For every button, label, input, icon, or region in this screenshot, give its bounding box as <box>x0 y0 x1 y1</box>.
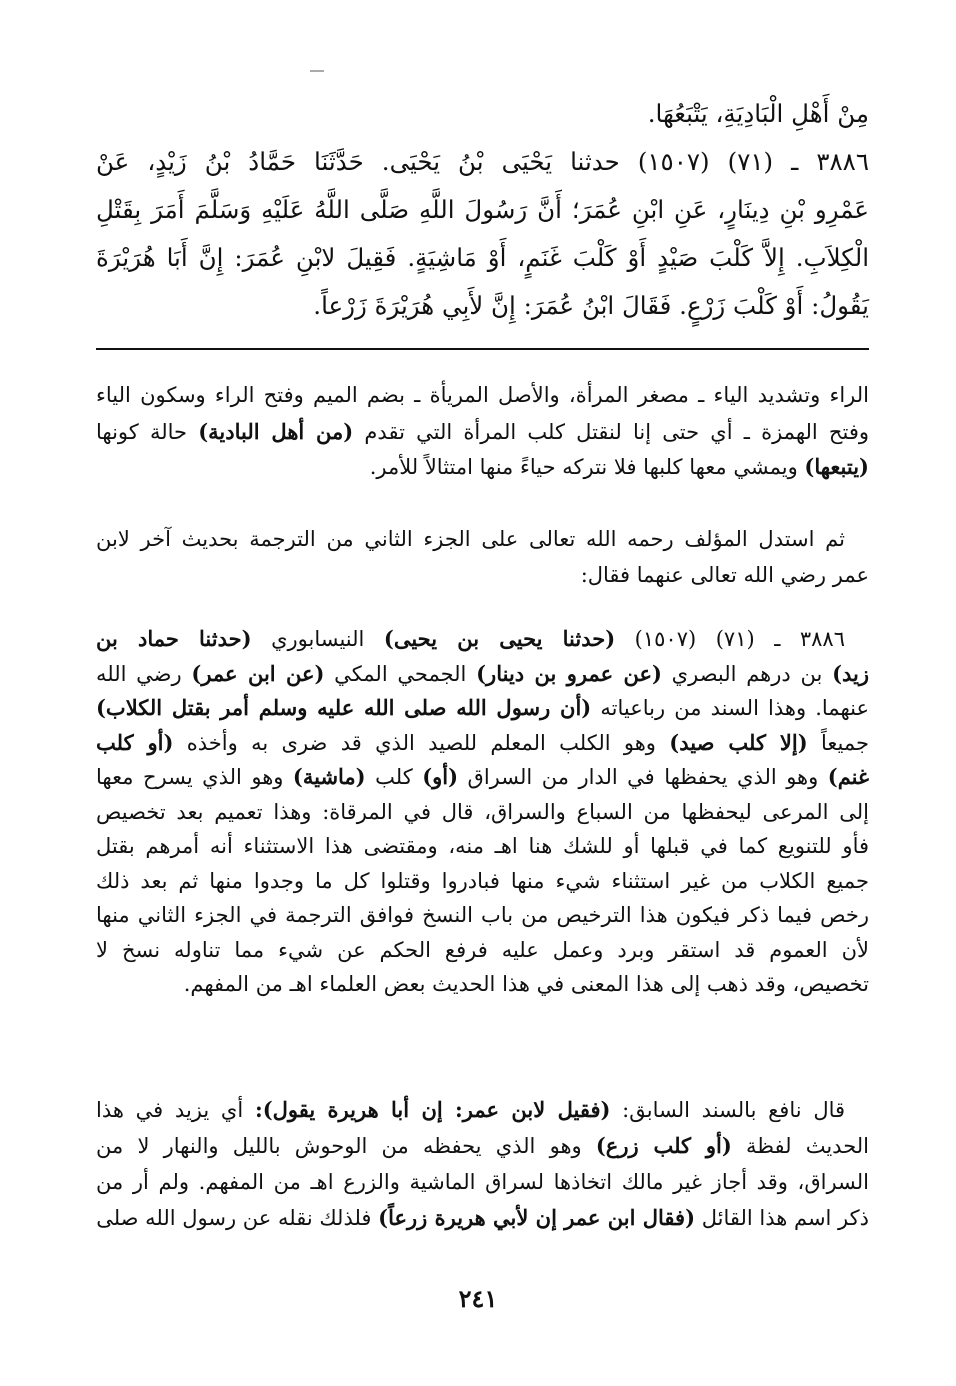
commentary-line: الراء وتشديد الياء ـ مصغر المرأة، والأصل المريأة ـ بضم الميم وفتح الراء وسكون الياء <box>96 383 869 407</box>
commentary-line: زيد) بن درهم البصري (عن عمرو بن دينار) الجمحي المكي (عن ابن عمر) رضي الله <box>96 660 870 686</box>
commentary-line: لأن العموم قد استقر وبرد وعمل عليه فرفع الحكم عن شيء مما تناوله نسخ لا <box>96 937 869 962</box>
hadith-line: عَمْرِو بْنِ دِينَارٍ، عَنِ ابْنِ عُمَرَ؛ أَنَّ رَسُولَ اللَّهِ صَلَّى اللَّهُ عَلَيْهِ وَسَلَّمَ أَمَرَ بِقَتْلِ <box>96 195 869 224</box>
commentary-line: جميعاً (إلا كلب صيد) وهو الكلب المعلم للصيد الذي قد ضرى به وأخذه (أو كلب <box>96 729 869 755</box>
commentary-line: فأو للتنويع كما في قبلها أو للشك هنا اهـ منه، ومقتضى هذا الاستثناء أنه أمرهم بقتل <box>96 834 869 858</box>
hadith-line: يَقُولُ: أَوْ كَلْبَ زَرْعٍ. فَقَالَ ابْنُ عُمَرَ: إِنَّ لأَبِي هُرَيْرَةَ زَرْعاً. <box>313 291 869 320</box>
commentary-line: وفتح الهمزة ـ أي حتى إنا لنقتل كلب المرأة التي تقدم (من أهل البادية) حالة كونها <box>96 418 869 444</box>
hadith-top-line: مِنْ أَهْلِ الْبَادِيَةِ، يَتْبَعُهَا. <box>647 99 869 128</box>
scan-speck <box>310 70 324 72</box>
commentary-paragraph-4 <box>96 1092 869 1236</box>
commentary-line: الحديث لفظة (أو كلب زرع) وهو الذي يحفظه من الوحوش بالليل والنهار لا من <box>96 1133 869 1158</box>
commentary-line: قال نافع بالسند السابق: (فقيل لابن عمر: إن أبا هريرة يقول): أي يزيد في هذا <box>96 1097 846 1122</box>
commentary-line: تخصيص، وقد ذهب إلى هذا المعنى في هذا الحديث بعض العلماء اهـ من المفهم. <box>183 972 869 996</box>
commentary-line: إلى المرعى ليحفظها من السباع والسراق، قال في المرقاة: وهذا تعميم بعد تخصيص <box>96 799 869 824</box>
hadith-line: ٣٨٨٦ ـ (٧١) (١٥٠٧) حدثنا يَحْيَى بْنُ يَحْيَى. حَدَّثَنَا حَمَّادُ بْنُ زَيْدٍ، عَنْ <box>96 147 869 176</box>
commentary-line: (يتبعها) ويمشي معها كلبها فلا نتركه حياءً منها امتثالاً للأمر. <box>369 454 869 479</box>
commentary-line: عنهما. وهذا السند من رباعياته (أن رسول الله صلى الله عليه وسلم أمر بقتل الكلاب) <box>96 695 869 720</box>
commentary-line: جميع الكلاب من غير استثناء شيء منها فبادروا وقتلوا كل ما وجدوا منها ثم بعد ذلك <box>96 868 869 893</box>
commentary-line: ثم استدل المؤلف رحمه الله تعالى على الجزء الثاني من الترجمة بحديث آخر لابن <box>96 527 845 551</box>
commentary-paragraph-3 <box>96 622 869 1002</box>
commentary-line: ذكر اسم هذا القائل (فقال ابن عمر إن لأبي هريرة زرعاً) فلذلك نقله عن رسول الله صلى <box>96 1205 869 1230</box>
commentary-line: السراق، وقد أجاز غير مالك اتخاذها لسراق الماشية والزرع اهـ من المفهم. ولم أر من <box>96 1170 869 1194</box>
commentary-line: غنم) وهو الذي يحفظها في الدار من السراق (أو) كلب (ماشية) وهو الذي يسرح معها <box>96 764 869 789</box>
commentary-line: عمر رضي الله تعالى عنهما فقال: <box>580 562 869 587</box>
hadith-line: الْكِلاَبِ. إِلاَّ كَلْبَ صَيْدٍ أَوْ كَلْبَ غَنَمٍ، أَوْ مَاشِيَةٍ. فَقِيلَ لابْنِ عُمَرَ: إِنَّ أَبَا هُرَيْرَةَ <box>96 243 869 272</box>
footnote-divider <box>96 348 869 350</box>
commentary-line: رخص فيما ذكر فيكون هذا الترخيص من باب النسخ فوافق الترجمة في الجزء الثاني منها <box>96 903 869 927</box>
page-number: ٢٤١ <box>458 1284 498 1313</box>
commentary-line: ٣٨٨٦ ـ (٧١) (١٥٠٧) (حدثنا يحيى بن يحيى) النيسابوري (حدثنا حماد بن <box>96 626 845 651</box>
hadith-text-block <box>96 90 869 330</box>
commentary-paragraph-1 <box>96 378 869 485</box>
commentary-paragraph-2 <box>96 522 869 593</box>
